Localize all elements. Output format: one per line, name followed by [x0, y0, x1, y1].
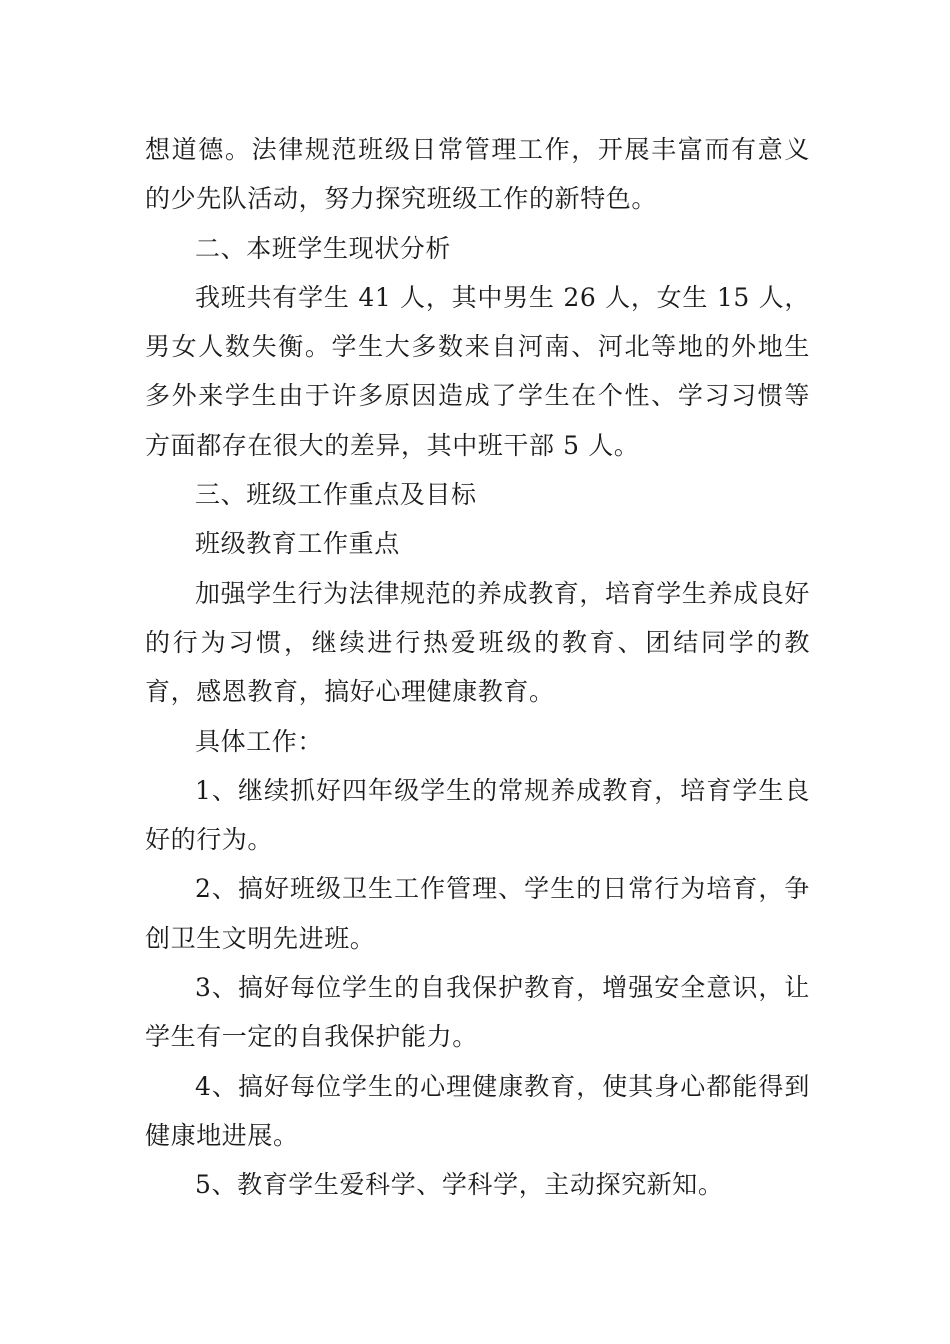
list-item-5: 5、教育学生爱科学、学科学，主动探究新知。	[195, 1170, 724, 1200]
paragraph-continuation: 想道德。法律规范班级日常管理工作，开展丰富而有意义的少先队活动，努力探究班级工作的新特色。	[145, 135, 810, 214]
document-body	[145, 125, 810, 1210]
section-heading-key-goals: 三、班级工作重点及目标	[195, 480, 477, 510]
list-item-1: 1、继续抓好四年级学生的常规养成教育，培育学生良好的行为。	[145, 775, 810, 855]
list-item-2: 2、搞好班级卫生工作管理、学生的日常行为培育，争创卫生文明先进班。	[145, 874, 810, 953]
subheading-education-focus: 班级教育工作重点	[195, 529, 400, 559]
section-heading-student-status: 二、本班学生现状分析	[195, 233, 452, 263]
list-item-4: 4、搞好每位学生的心理健康教育，使其身心都能得到健康地进展。	[145, 1071, 810, 1150]
list-item-3: 3、搞好每位学生的自我保护教育，增强安全意识，让学生有一定的自我保护能力。	[145, 973, 810, 1052]
subheading-specific-work: 具体工作：	[195, 726, 324, 756]
paragraph-student-status: 我班共有学生 41 人，其中男生 26 人，女生 15 人，男女人数失衡。学生大多数来自河南、河北等地的外地生多外来学生由于许多原因造成了学生在个性、学习习惯等方面都存在很大的差异，其中班干部 5 人。	[145, 282, 810, 460]
paragraph-education-focus: 加强学生行为法律规范的养成教育，培育学生养成良好的行为习惯，继续进行热爱班级的教育、团结同学的教育，感恩教育，搞好心理健康教育。	[145, 578, 810, 707]
